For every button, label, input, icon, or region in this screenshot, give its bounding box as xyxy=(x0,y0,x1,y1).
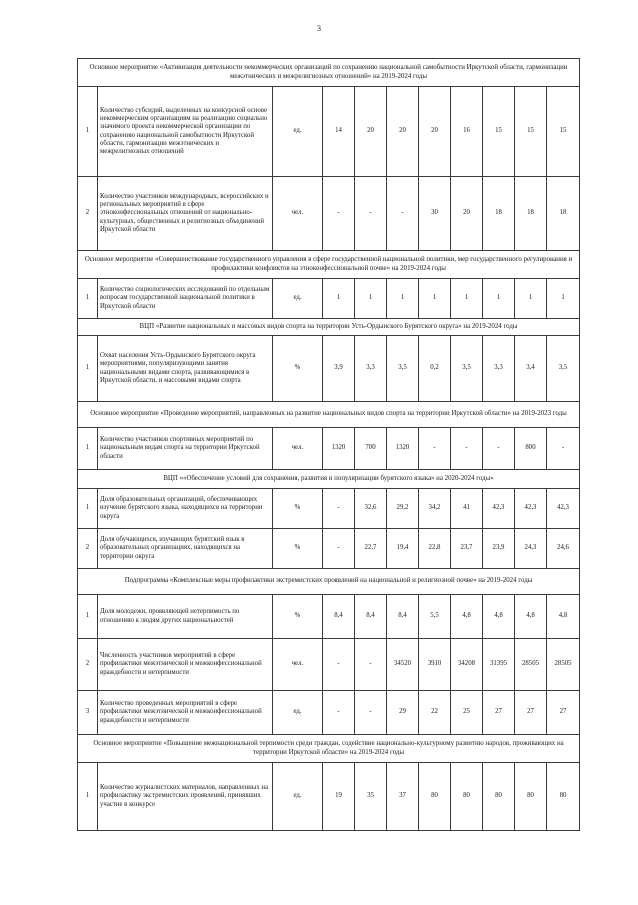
section-title: Основное мероприятие «Повышение межнациональной терпимости среди граждан, содействие национально-культурному развитию народов, проживающих на территории Иркутской области» на 2019-2024 годы xyxy=(78,735,580,763)
indicator-name: Количество проведенных мероприятий в сфере профилактики межэтнической и межконфессиональной враждебности и нетерпимости xyxy=(98,691,273,735)
page-number: 3 xyxy=(317,24,321,33)
row-number: 2 xyxy=(78,639,98,691)
indicator-value: 80 xyxy=(483,763,515,831)
indicator-name: Количество участников спортивных мероприятий по национальным видам спорта на территории Иркутской области xyxy=(98,428,273,470)
table-row xyxy=(78,595,580,639)
indicator-value: 23,9 xyxy=(483,529,515,569)
indicator-value: 4,8 xyxy=(451,595,483,639)
indicator-value: 42,3 xyxy=(547,489,580,529)
unit-of-measure: % xyxy=(273,336,323,402)
indicator-value: 80 xyxy=(419,763,451,831)
indicator-value: 3,5 xyxy=(547,336,580,402)
section-header-row xyxy=(78,319,580,336)
section-header-row xyxy=(78,470,580,489)
indicator-value: 25 xyxy=(451,691,483,735)
section-header-row xyxy=(78,569,580,595)
indicator-value: - xyxy=(355,177,387,251)
indicator-value: 27 xyxy=(515,691,547,735)
indicator-value: 1320 xyxy=(323,428,355,470)
indicator-value: - xyxy=(323,489,355,529)
row-number: 1 xyxy=(78,279,98,319)
indicator-name: Численность участников мероприятий в сфере профилактики межэтнической и межконфессиональной враждебности и нетерпимости xyxy=(98,639,273,691)
indicator-value: 24,3 xyxy=(515,529,547,569)
indicator-value: 80 xyxy=(547,763,580,831)
section-header-row xyxy=(78,251,580,279)
unit-of-measure: ед. xyxy=(273,87,323,177)
row-number: 1 xyxy=(78,428,98,470)
indicator-name: Доля обучающихся, изучающих бурятский язык в образовательных организациях, находящихся на территории округа xyxy=(98,529,273,569)
indicator-value: 20 xyxy=(387,87,419,177)
table-row xyxy=(78,279,580,319)
indicator-value: 0,2 xyxy=(419,336,451,402)
indicator-value: 42,3 xyxy=(515,489,547,529)
indicator-value: 22,7 xyxy=(355,529,387,569)
indicator-value: 1 xyxy=(355,279,387,319)
indicator-value: - xyxy=(355,691,387,735)
indicator-value: 29,2 xyxy=(387,489,419,529)
indicator-value: 42,3 xyxy=(483,489,515,529)
indicator-value: - xyxy=(323,639,355,691)
indicator-value: 3,3 xyxy=(355,336,387,402)
indicator-value: 800 xyxy=(515,428,547,470)
indicator-value: 1 xyxy=(451,279,483,319)
table-row xyxy=(78,87,580,177)
indicator-value: - xyxy=(355,639,387,691)
indicator-value: 20 xyxy=(419,87,451,177)
indicator-value: 34,2 xyxy=(419,489,451,529)
indicator-value: 80 xyxy=(451,763,483,831)
indicator-value: 8,4 xyxy=(387,595,419,639)
indicator-value: 19 xyxy=(323,763,355,831)
indicator-name: Охват населения Усть-Ордынского Бурятского округа мероприятиями, популяризующими занятия национальными видами спорта, развивающимися в Иркутской области, и массовыми видами спорта xyxy=(98,336,273,402)
row-number: 3 xyxy=(78,691,98,735)
indicators-table xyxy=(77,58,580,831)
section-title: ВЦП ««Обеспечение условий для сохранения, развития и популяризации бурятского языка» на 2020-2024 годы» xyxy=(78,470,580,489)
indicator-name: Количество участников международных, всероссийских и региональных мероприятий в сфере этноконфессиональных отношений от национально-культурных, общественных и религиозных объединений Иркутской области xyxy=(98,177,273,251)
row-number: 2 xyxy=(78,177,98,251)
indicator-value: 1320 xyxy=(387,428,419,470)
indicator-value: 30 xyxy=(419,177,451,251)
indicator-value: 27 xyxy=(483,691,515,735)
indicator-name: Количество журналистских материалов, направленных на профилактику экстремистских проявлений, принявших участие в конкурсе xyxy=(98,763,273,831)
indicator-value: 8,4 xyxy=(323,595,355,639)
indicator-name: Доля молодежи, проявляющей нетерпимость по отношению к людям других национальностей xyxy=(98,595,273,639)
indicator-name: Количество социологических исследований по отдельным вопросам государственной национальной политики в Иркутской области xyxy=(98,279,273,319)
row-number: 1 xyxy=(78,87,98,177)
section-title: Основное мероприятие «Проведение мероприятий, направленных на развитие национальных видов спорта на территории Иркутской области» на 2019-2023 годы xyxy=(78,402,580,428)
row-number: 2 xyxy=(78,529,98,569)
indicator-value: 34520 xyxy=(387,639,419,691)
table-row xyxy=(78,428,580,470)
table-row xyxy=(78,336,580,402)
unit-of-measure: чел. xyxy=(273,639,323,691)
unit-of-measure: ед. xyxy=(273,763,323,831)
indicator-value: 16 xyxy=(451,87,483,177)
indicator-value: 80 xyxy=(515,763,547,831)
indicator-value: 23,7 xyxy=(451,529,483,569)
row-number: 1 xyxy=(78,489,98,529)
table-row xyxy=(78,763,580,831)
indicator-value: 18 xyxy=(515,177,547,251)
section-header-row xyxy=(78,59,580,87)
indicator-value: 3,5 xyxy=(451,336,483,402)
indicator-value: - xyxy=(323,691,355,735)
indicator-value: 14 xyxy=(323,87,355,177)
table-body xyxy=(78,59,580,831)
indicator-value: 4,8 xyxy=(547,595,580,639)
indicator-value: 1 xyxy=(515,279,547,319)
unit-of-measure: % xyxy=(273,595,323,639)
indicator-value: 18 xyxy=(483,177,515,251)
row-number: 1 xyxy=(78,595,98,639)
indicator-value: 41 xyxy=(451,489,483,529)
unit-of-measure: чел. xyxy=(273,177,323,251)
indicator-value: 22,8 xyxy=(419,529,451,569)
unit-of-measure: % xyxy=(273,529,323,569)
indicator-value: 15 xyxy=(515,87,547,177)
indicator-value: 28505 xyxy=(547,639,580,691)
indicator-value: 3910 xyxy=(419,639,451,691)
row-number: 1 xyxy=(78,763,98,831)
indicator-value: 20 xyxy=(451,177,483,251)
indicator-value: 19,4 xyxy=(387,529,419,569)
section-title: ВЦП «Развитие национальных и массовых видов спорта на территории Усть-Ордынского Бурятского округа» на 2019-2024 годы xyxy=(78,319,580,336)
indicator-value: 28505 xyxy=(515,639,547,691)
indicator-value: - xyxy=(387,177,419,251)
table-row xyxy=(78,639,580,691)
indicator-value: 34208 xyxy=(451,639,483,691)
table-row xyxy=(78,177,580,251)
indicator-value: 3,4 xyxy=(515,336,547,402)
section-title: Подпрограмма «Комплексные меры профилактики экстремистских проявлений на национальной и религиозной почве» на 2019-2024 годы xyxy=(78,569,580,595)
indicator-value: - xyxy=(323,177,355,251)
indicator-value: 15 xyxy=(547,87,580,177)
indicator-value: 37 xyxy=(387,763,419,831)
indicator-value: 1 xyxy=(323,279,355,319)
section-title: Основное мероприятие «Совершенствование государственного управления в сфере государственной национальной политики, мер государственного регулирования и профилактики конфликтов на этноконфессиональной почве» на 2019-2024 годы xyxy=(78,251,580,279)
indicator-name: Количество субсидий, выделенных на конкурсной основе некоммерческим организациям на реализацию социально значимого проекта некоммерческой организации по сохранению национальной самобытности Иркутской области, гармонизации межэтнических и межрелигиозных отношений xyxy=(98,87,273,177)
indicator-value: 32,6 xyxy=(355,489,387,529)
indicator-value: 20 xyxy=(355,87,387,177)
indicator-value: 22 xyxy=(419,691,451,735)
indicator-value: 700 xyxy=(355,428,387,470)
unit-of-measure: ед. xyxy=(273,691,323,735)
indicator-value: - xyxy=(451,428,483,470)
table-row xyxy=(78,691,580,735)
indicator-value: 18 xyxy=(547,177,580,251)
indicator-value: 15 xyxy=(483,87,515,177)
indicator-value: 1 xyxy=(419,279,451,319)
indicator-value: 1 xyxy=(483,279,515,319)
table-row xyxy=(78,489,580,529)
indicator-value: 5,5 xyxy=(419,595,451,639)
indicator-value: - xyxy=(547,428,580,470)
section-title: Основное мероприятие «Активизация деятельности некоммерческих организаций по сохранению национальной самобытности Иркутской области, гармонизации межэтнических и межрелигиозных отношений» на 2019-2024 годы xyxy=(78,59,580,87)
indicator-value: 4,8 xyxy=(483,595,515,639)
table-row xyxy=(78,529,580,569)
indicator-value: - xyxy=(419,428,451,470)
section-header-row xyxy=(78,402,580,428)
indicator-value: - xyxy=(323,529,355,569)
indicator-value: 35 xyxy=(355,763,387,831)
indicator-value: 27 xyxy=(547,691,580,735)
indicator-value: 3,5 xyxy=(387,336,419,402)
indicator-value: 31395 xyxy=(483,639,515,691)
indicator-value: 4,8 xyxy=(515,595,547,639)
indicator-value: 1 xyxy=(387,279,419,319)
indicator-value: - xyxy=(483,428,515,470)
unit-of-measure: % xyxy=(273,489,323,529)
indicator-value: 1 xyxy=(547,279,580,319)
indicator-name: Доля образовательных организаций, обеспечивающих изучение бурятского языка, находящихся на территории округа xyxy=(98,489,273,529)
section-header-row xyxy=(78,735,580,763)
row-number: 1 xyxy=(78,336,98,402)
indicator-value: 3,9 xyxy=(323,336,355,402)
indicator-value: 8,4 xyxy=(355,595,387,639)
indicator-value: 24,6 xyxy=(547,529,580,569)
unit-of-measure: ед. xyxy=(273,279,323,319)
indicator-value: 29 xyxy=(387,691,419,735)
unit-of-measure: чел. xyxy=(273,428,323,470)
indicator-value: 3,3 xyxy=(483,336,515,402)
